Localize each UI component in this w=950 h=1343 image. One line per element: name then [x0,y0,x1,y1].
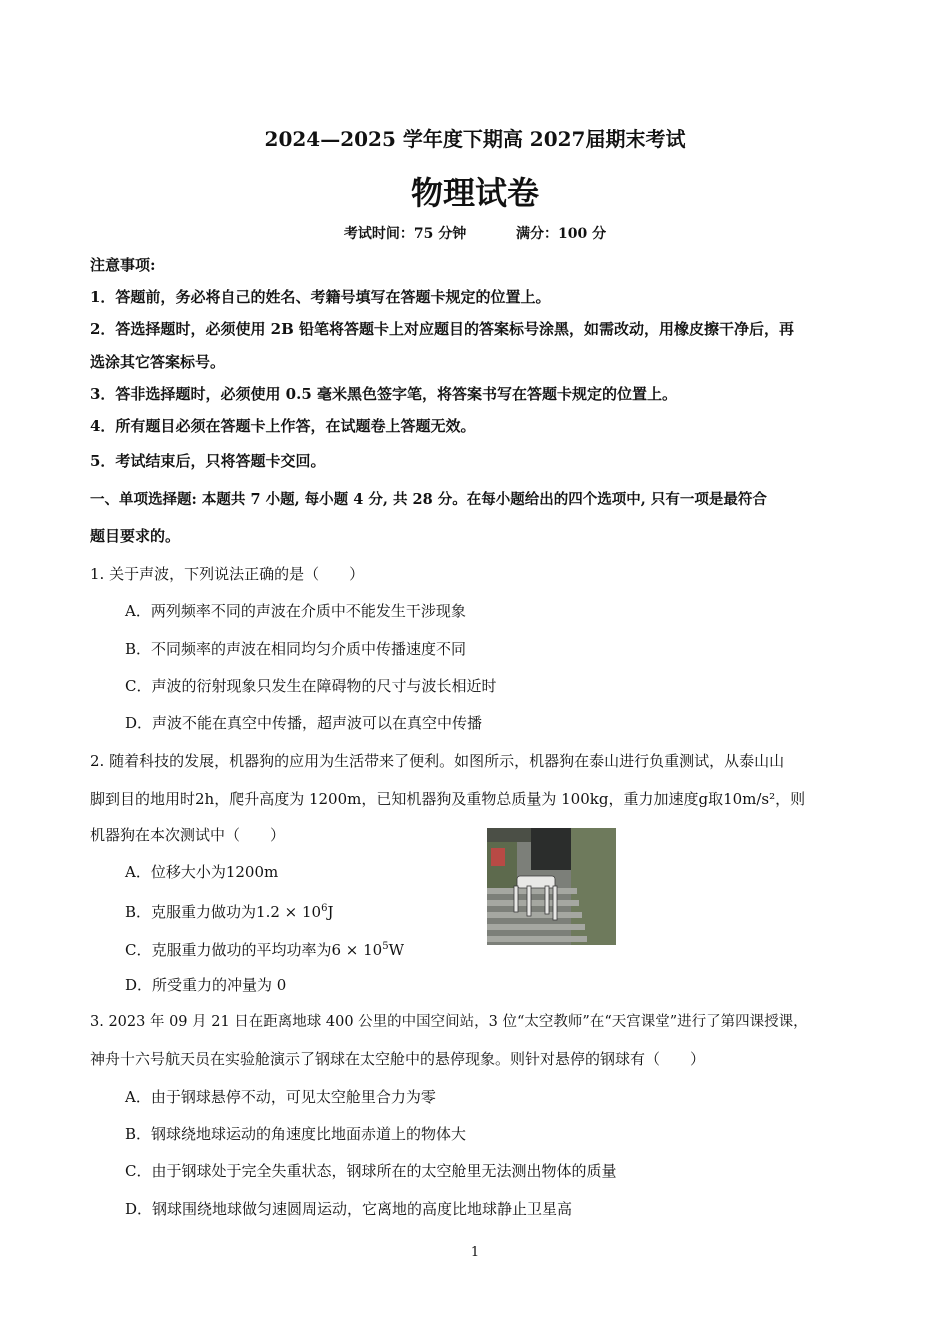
exam-score: 满分：100 分 [516,226,607,242]
q2-option-c-exponent: 5 [382,941,389,952]
robot-dog-photo [487,828,616,945]
exam-meta [0,223,950,243]
note-item: 3．答非选择题时，必须使用 0.5 毫米黑色签字笔，将答案书写在答题卡规定的位置上。 [90,385,677,403]
note-item: 选涂其它答案标号。 [90,353,226,371]
question-3-stem-cont: 神舟十六号航天员在实验舱演示了钢球在太空舱中的悬停现象。则针对悬停的钢球有（ ） [90,1050,706,1068]
exam-time: 考试时间：75 分钟 [343,226,467,242]
robot-dog-image [487,828,616,945]
question-2-stem: 2. 随着科技的发展，机器狗的应用为生活带来了便利。如图所示，机器狗在泰山进行负重测试，从泰山山 [90,752,785,770]
q3-option-a: A．由于钢球悬停不动，可见太空舱里合力为零 [125,1088,436,1106]
q3-option-d: D．钢球围绕地球做匀速圆周运动，它离地的高度比地球静止卫星高 [125,1200,573,1218]
exam-title: 2024—2025 学年度下期高 2027届期末考试 [264,127,686,151]
q2-option-c-text: C．克服重力做功的平均功率为6 × 10 [125,941,383,959]
note-item: 5．考试结束后，只将答题卡交回。 [90,452,326,470]
q1-option-d: D．声波不能在真空中传播，超声波可以在真空中传播 [125,714,483,732]
note-item: 4．所有题目必须在答题卡上作答，在试题卷上答题无效。 [90,417,476,435]
note-item: 2．答选择题时，必须使用 2B 铅笔将答题卡上对应题目的答案标号涂黑，如需改动，用橡皮擦干净后，再 [90,320,795,338]
q2-option-b-exponent: 6 [321,903,328,914]
question-3-stem: 3. 2023 年 09 月 21 日在距离地球 400 公里的中国空间站，3 位“太空教师”在“天宫课堂”进行了第四课授课， [90,1014,808,1030]
q2-option-c-unit: W [388,941,405,959]
question-1-stem: 1. 关于声波，下列说法正确的是（ ） [90,565,365,583]
q2-option-b-text: B．克服重力做功为1.2 × 10 [125,903,322,921]
note-item: 1．答题前，务必将自己的姓名、考籍号填写在答题卡规定的位置上。 [90,288,551,306]
section-heading-cont: 题目要求的。 [90,527,181,545]
q3-option-c: C．由于钢球处于完全失重状态，钢球所在的太空舱里无法测出物体的质量 [125,1162,617,1180]
q1-option-a: A．两列频率不同的声波在介质中不能发生干涉现象 [125,602,466,620]
q2-option-c [125,937,404,960]
notes-heading: 注意事项: [90,256,156,274]
q2-option-b-unit: J [327,903,334,921]
q2-option-a: A．位移大小为1200m [125,863,279,881]
subject-title: 物理试卷 [410,174,539,212]
q2-option-b [125,899,333,922]
section-heading: 一、单项选择题: 本题共 7 小题, 每小题 4 分, 共 28 分。在每小题给出的四个选项中, 只有一项是最符合 [90,491,767,508]
page-number: 1 [470,1245,480,1260]
q2-option-d: D．所受重力的冲量为 0 [125,976,287,994]
question-2-stem-cont: 机器狗在本次测试中（ ） [90,826,286,844]
q1-option-b: B．不同频率的声波在相同均匀介质中传播速度不同 [125,640,467,658]
q1-option-c: C．声波的衍射现象只发生在障碍物的尺寸与波长相近时 [125,677,497,695]
question-2-stem-cont: 脚到目的地用时2h，爬升高度为 1200m，已知机器狗及重物总质量为 100kg，重力加速度g取10m/s²，则 [90,790,806,808]
q3-option-b: B．钢球绕地球运动的角速度比地面赤道上的物体大 [125,1125,467,1143]
